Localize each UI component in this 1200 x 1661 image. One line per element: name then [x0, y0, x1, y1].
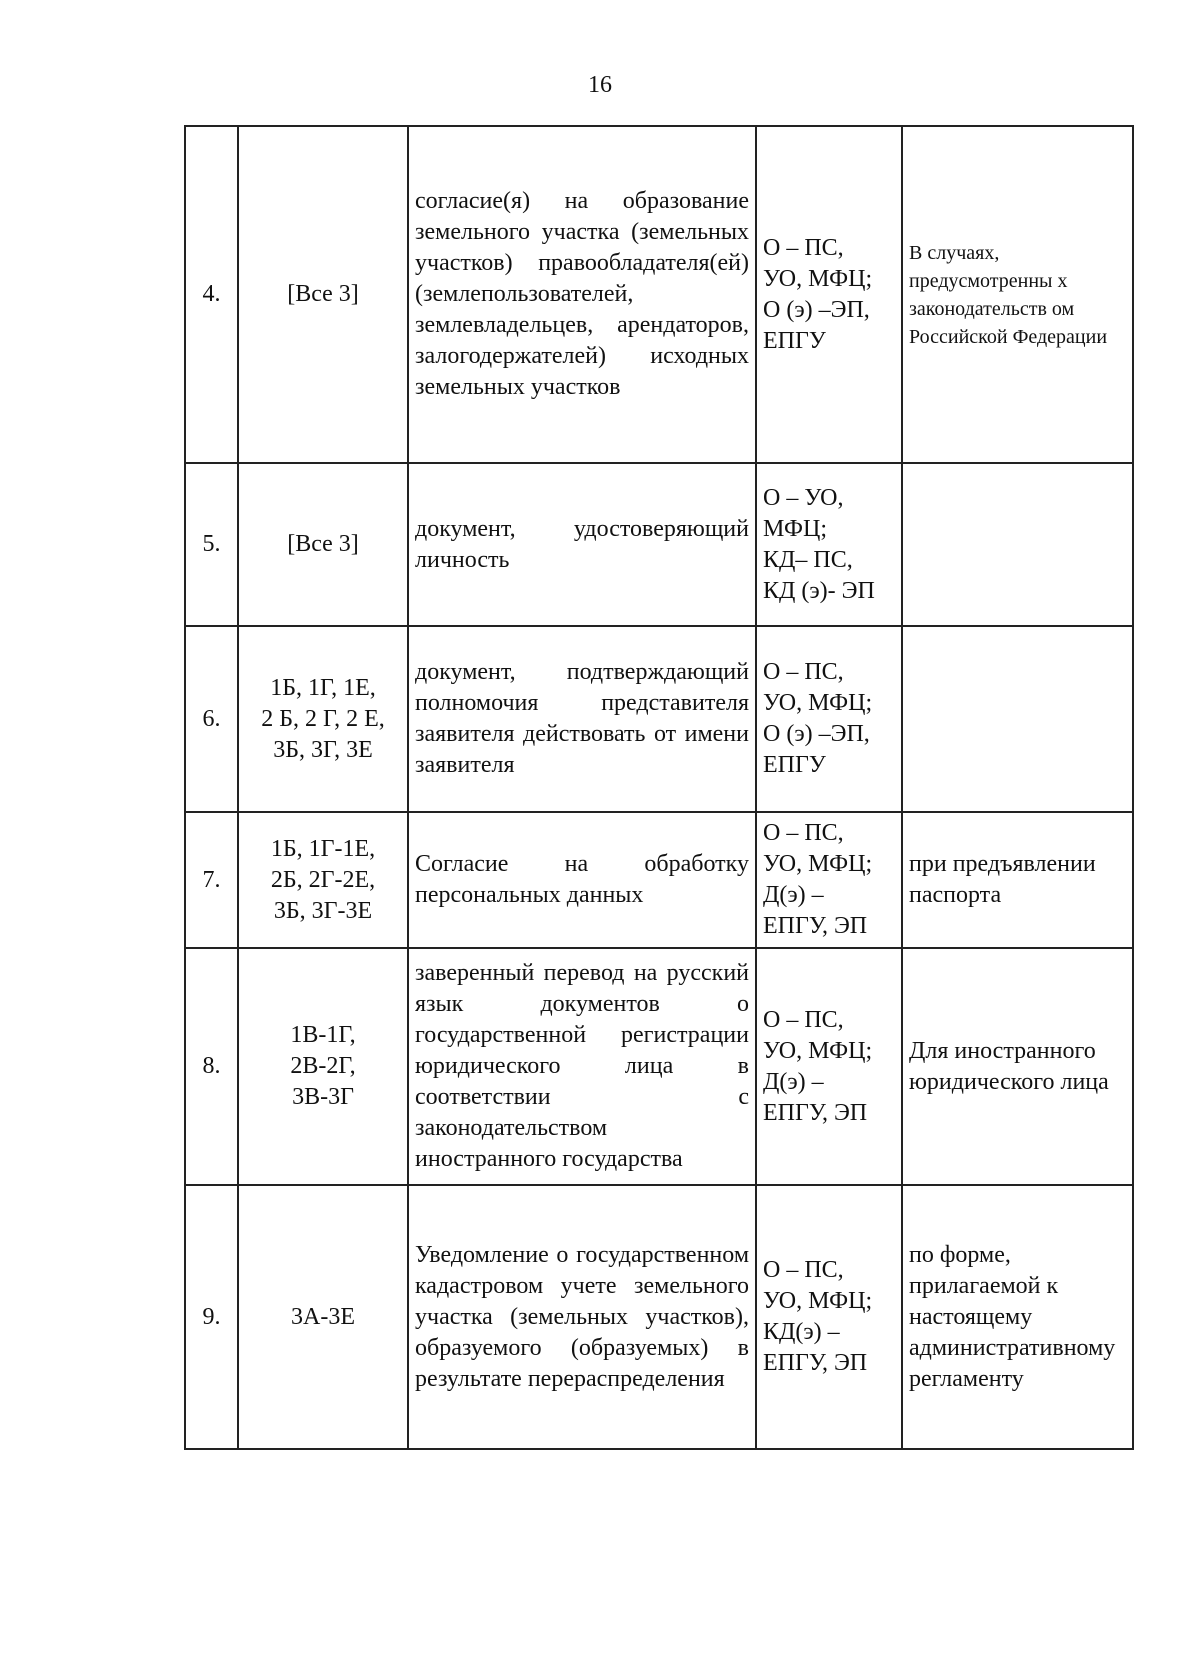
code-line: 2 Б, 2 Г, 2 Е,	[261, 705, 385, 732]
note	[902, 463, 1133, 626]
document-description: заверенный перевод на русский язык документов о государственной регистрации юридического лица в соответствии с законодательством иностранного государства	[408, 948, 756, 1185]
method-line: О (э) –ЭП,	[763, 296, 870, 323]
method-line: УО, МФЦ;	[763, 1037, 873, 1064]
code-line: 2Б, 2Г-2Е,	[270, 866, 376, 893]
row-number: 9.	[185, 1185, 238, 1449]
document-description: согласие(я) на образование земельного участка (земельных участков) правообладателя(ей) (землепользователей, землевладельцев, арендаторов, залогодержателей) исходных земельных участков	[408, 126, 756, 463]
code-line: 1Б, 1Г, 1Е,	[270, 674, 376, 701]
note: Для иностранного юридического лица	[902, 948, 1133, 1185]
table-row	[185, 126, 1133, 463]
method-line: КД– ПС,	[763, 546, 853, 573]
submission-method	[756, 948, 902, 1185]
document-description: Уведомление о государственном кадастровом учете земельного участка (земельных участков), образуемого (образуемых) в результате перераспределения	[408, 1185, 756, 1449]
method-line: О – ПС,	[763, 234, 844, 261]
method-line: УО, МФЦ;	[763, 851, 873, 877]
applicant-codes	[238, 126, 408, 463]
method-line: Д(э) –	[763, 882, 824, 908]
applicant-codes	[238, 463, 408, 626]
row-number: 6.	[185, 626, 238, 812]
row-number: 4.	[185, 126, 238, 463]
method-line: О – ПС,	[763, 820, 844, 846]
method-line: УО, МФЦ;	[763, 1288, 873, 1314]
applicant-codes	[238, 1185, 408, 1449]
method-line: ЕПГУ, ЭП	[763, 913, 868, 939]
applicant-codes	[238, 626, 408, 812]
note: В случаях, предусмотренны х законодательств ом Российской Федерации	[902, 126, 1133, 463]
submission-method	[756, 126, 902, 463]
code-line: 1В-1Г,	[290, 1022, 356, 1048]
page-number: 16	[588, 72, 612, 98]
method-line: ЕПГУ, ЭП	[763, 1350, 868, 1376]
code-line: 1Б, 1Г-1Е,	[270, 835, 376, 862]
submission-method	[756, 626, 902, 812]
code-line: [Все 3]	[287, 281, 359, 307]
method-line: О – ПС,	[763, 1006, 844, 1033]
table-row	[185, 1185, 1133, 1449]
method-line: КД(э) –	[763, 1319, 840, 1345]
table-row	[185, 626, 1133, 812]
code-line: 3А-3Е	[291, 1303, 355, 1330]
method-line: ЕПГУ	[763, 752, 826, 778]
document-table	[184, 125, 1134, 1450]
note: по форме, прилагаемой к настоящему административному регламенту	[902, 1185, 1133, 1449]
method-line: ЕПГУ, ЭП	[763, 1099, 868, 1126]
row-number: 8.	[185, 948, 238, 1185]
method-line: УО, МФЦ;	[763, 690, 873, 716]
method-line: О – ПС,	[763, 659, 844, 685]
applicant-codes	[238, 812, 408, 948]
code-line: 2В-2Г,	[290, 1053, 356, 1079]
method-line: УО, МФЦ;	[763, 265, 873, 292]
table-row	[185, 812, 1133, 948]
submission-method	[756, 812, 902, 948]
row-number: 5.	[185, 463, 238, 626]
code-line: 3Б, 3Г, 3Е	[273, 736, 373, 763]
method-line: Д(э) –	[763, 1068, 824, 1095]
method-line: О – УО,	[763, 484, 844, 511]
applicant-codes	[238, 948, 408, 1185]
method-line: О – ПС,	[763, 1257, 844, 1283]
table-row	[185, 948, 1133, 1185]
document-description: документ, подтверждающий полномочия представителя заявителя действовать от имени заявителя	[408, 626, 756, 812]
method-line: МФЦ;	[763, 515, 827, 542]
document-description: Согласие на обработку персональных данных	[408, 812, 756, 948]
code-line: [Все 3]	[287, 531, 359, 557]
method-line: КД (э)- ЭП	[763, 577, 875, 604]
method-line: ЕПГУ	[763, 327, 826, 354]
row-number: 7.	[185, 812, 238, 948]
note: при предъявлении паспорта	[902, 812, 1133, 948]
document-description: документ, удостоверяющий личность	[408, 463, 756, 626]
table-row	[185, 463, 1133, 626]
method-line: О (э) –ЭП,	[763, 721, 870, 747]
note	[902, 626, 1133, 812]
code-line: 3В-3Г	[292, 1084, 354, 1110]
submission-method	[756, 1185, 902, 1449]
code-line: 3Б, 3Г-3Е	[273, 897, 373, 924]
submission-method	[756, 463, 902, 626]
